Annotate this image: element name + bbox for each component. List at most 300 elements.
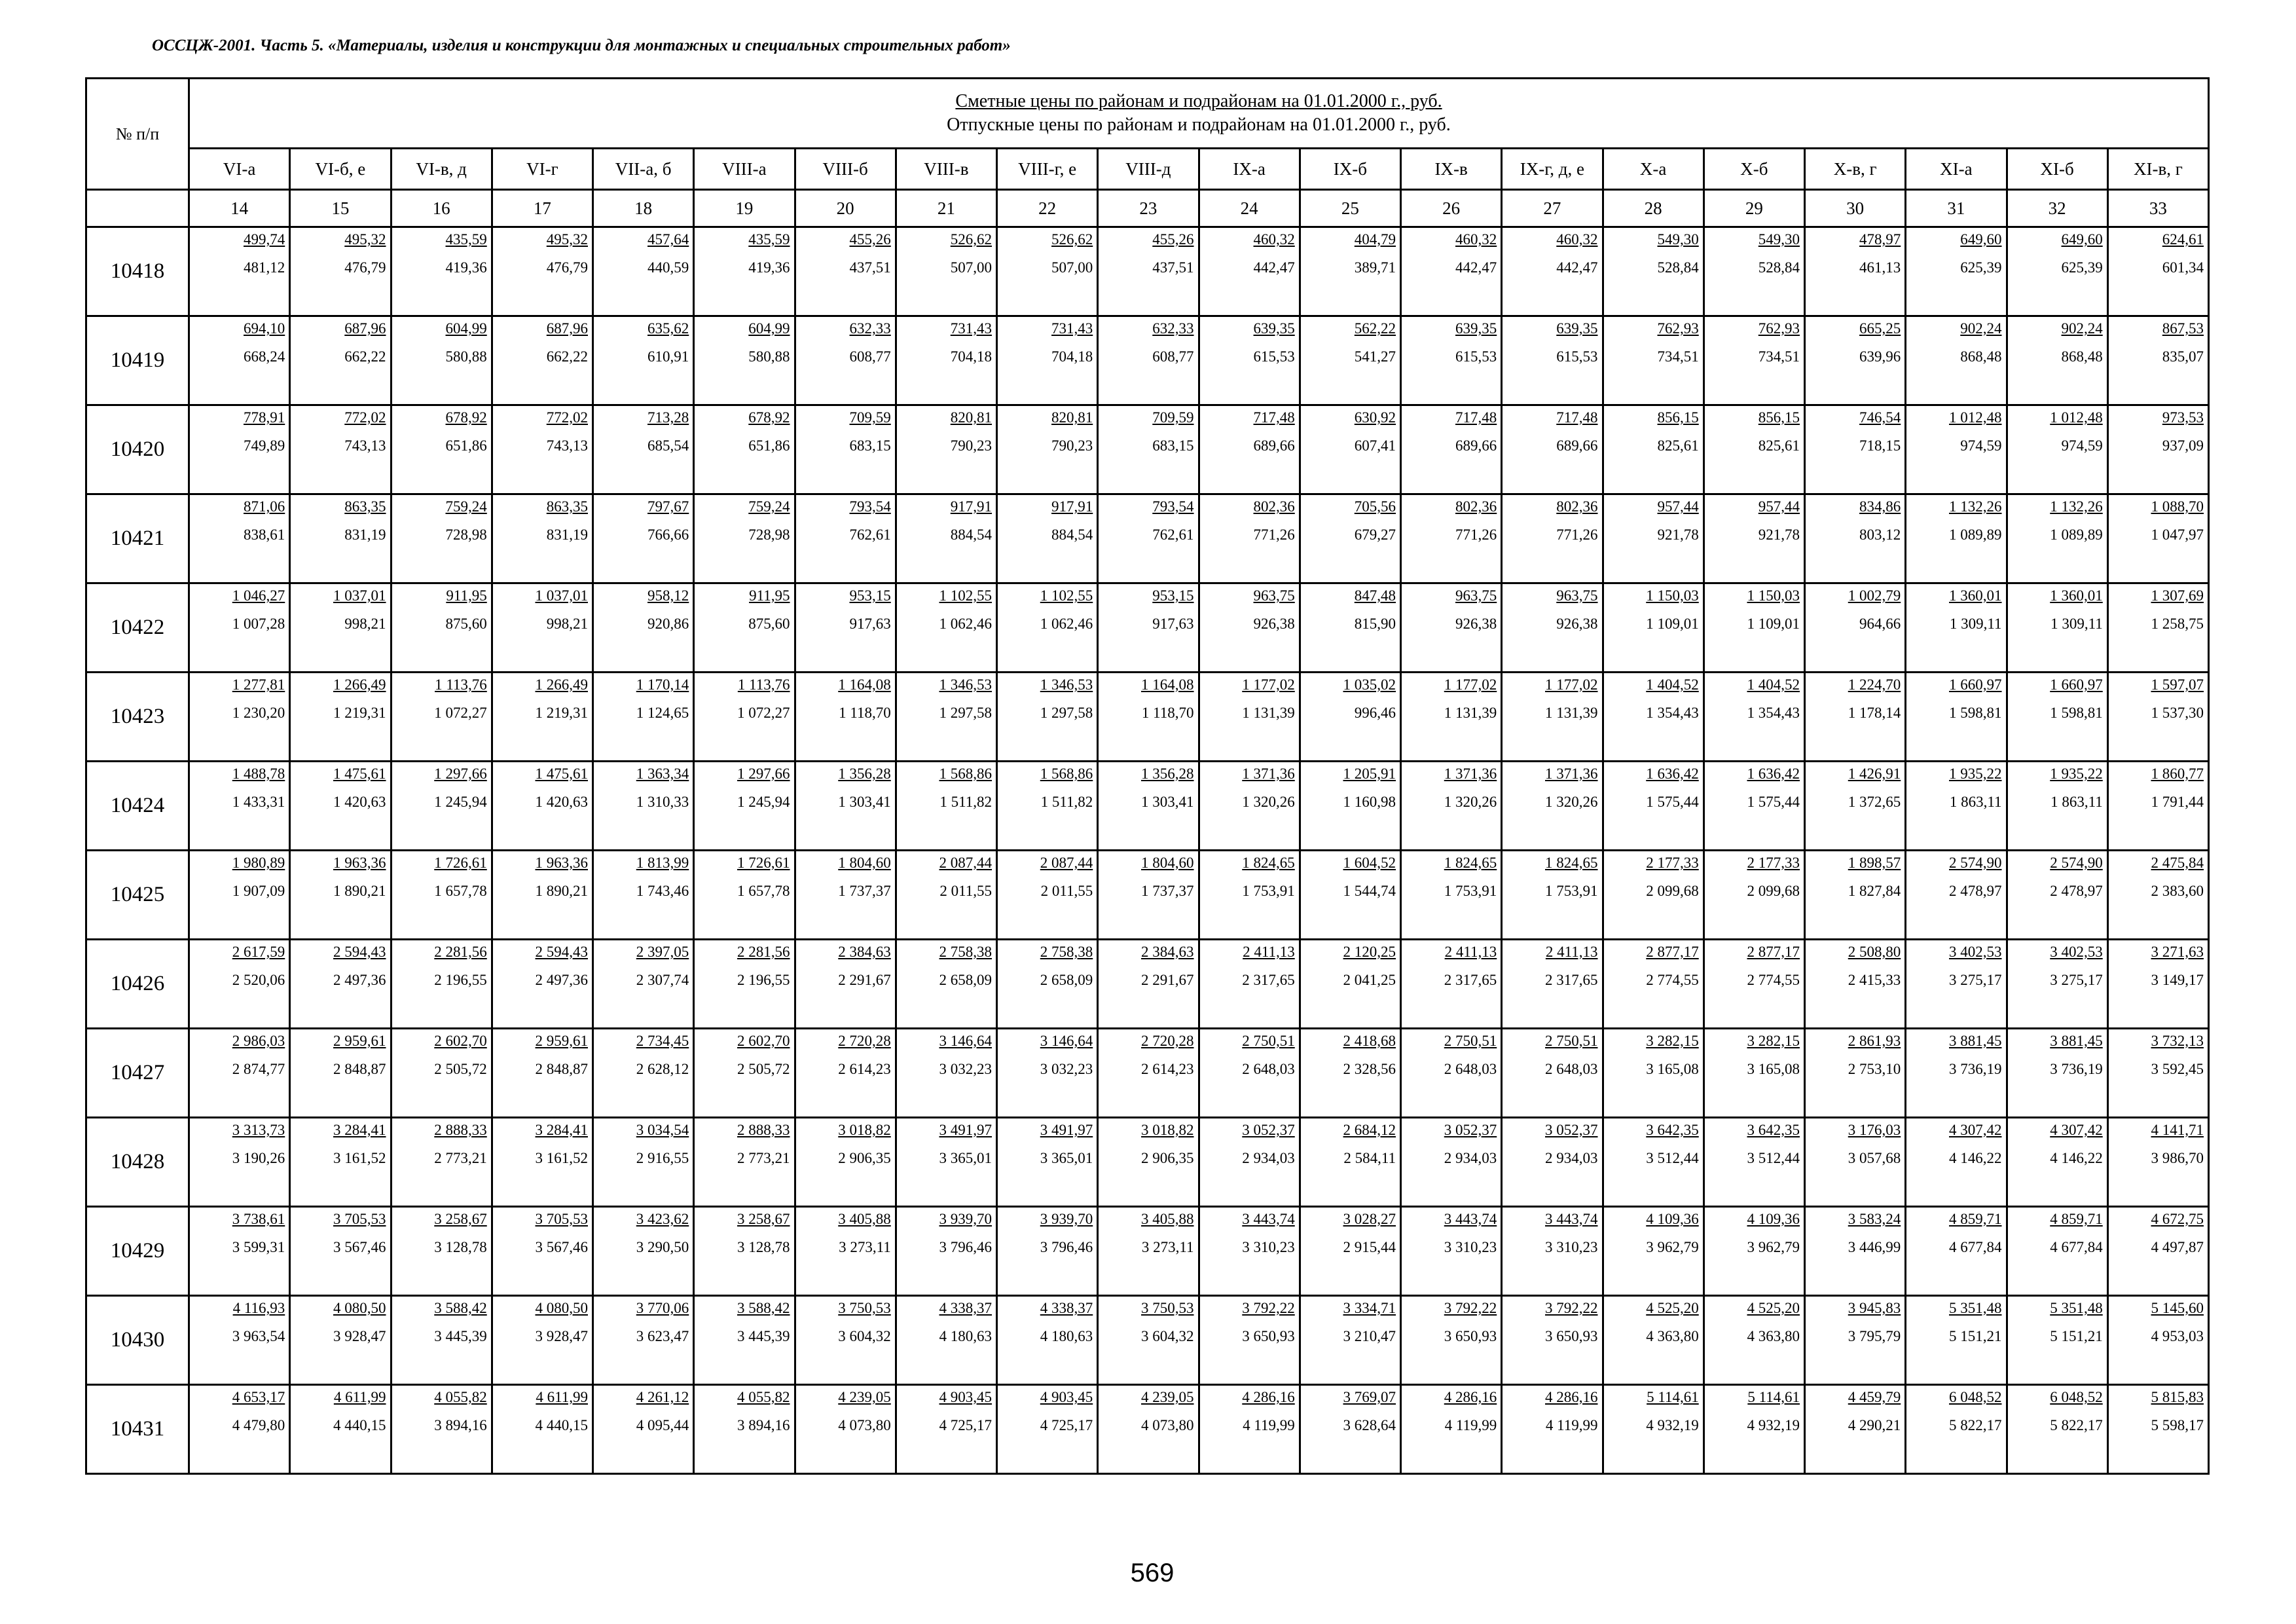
price-cell [1704,940,1804,1029]
price-cell [290,583,391,673]
price-cell [1098,494,1199,583]
price-pair [1906,851,2005,900]
price-pair [796,1029,895,1078]
price-pair [897,584,996,633]
release-price: 3 628,64 [1343,1417,1396,1433]
release-price: 3 161,52 [535,1150,588,1166]
price-pair [1301,584,1400,633]
estimated-price: 435,59 [445,231,487,248]
release-price: 1 657,78 [434,883,487,899]
price-pair [2008,1297,2107,1345]
estimated-price: 2 281,56 [737,944,790,960]
release-price: 5 822,17 [1949,1417,2002,1433]
price-pair [1099,584,1197,633]
estimated-price: 3 881,45 [1949,1033,2002,1049]
price-pair [1099,1029,1197,1078]
estimated-price: 958,12 [647,587,689,604]
price-pair [1806,1208,1904,1256]
price-pair [2008,317,2107,365]
price-cell [593,851,694,940]
price-cell [1401,851,1502,940]
release-price: 3 567,46 [535,1239,588,1255]
estimated-price: 5 114,61 [1747,1389,1800,1405]
price-pair [897,495,996,544]
estimated-price: 632,33 [1152,320,1194,337]
estimated-price: 604,99 [748,320,790,337]
release-price: 3 273,11 [1141,1239,1194,1255]
estimated-price: 4 080,50 [535,1300,588,1316]
price-pair [1099,1118,1197,1167]
release-price: 689,66 [1455,437,1497,454]
column-number: 27 [1502,190,1603,227]
price-cell [1805,494,1906,583]
price-cell [492,494,592,583]
estimated-price: 3 052,37 [1444,1122,1497,1138]
price-pair [1906,584,2005,633]
price-pair [2008,1029,2107,1078]
price-pair [1402,673,1501,722]
price-cell [1098,405,1199,494]
release-price: 1 320,26 [1545,794,1598,810]
estimated-price: 1 088,70 [2151,498,2204,515]
price-cell [2107,1207,2208,1296]
estimated-price: 2 574,90 [2050,855,2103,871]
estimated-price: 3 738,61 [232,1211,285,1227]
column-number: 19 [694,190,795,227]
release-price: 974,59 [2061,437,2103,454]
estimated-price: 1 132,26 [2050,498,2103,515]
price-cell [1502,1207,1603,1296]
price-cell [1401,227,1502,316]
release-price: 4 095,44 [636,1417,689,1433]
price-pair [2109,673,2208,722]
column-number: 17 [492,190,592,227]
release-price: 926,38 [1253,616,1295,632]
price-pair [2109,228,2208,276]
release-price: 476,79 [546,259,588,276]
estimated-price: 1 164,08 [838,676,891,693]
region-header: XI-а [1906,149,2007,190]
estimated-price: 2 986,03 [232,1033,285,1049]
price-cell [896,762,996,851]
release-price: 3 592,45 [2151,1061,2204,1077]
price-pair [1806,406,1904,454]
price-cell [997,1029,1098,1118]
price-pair [594,1118,693,1167]
release-price: 419,36 [445,259,487,276]
price-cell [1199,405,1300,494]
estimated-price: 1 224,70 [1848,676,1901,693]
release-price: 920,86 [647,616,689,632]
price-pair [493,1029,592,1078]
release-price: 1 245,94 [737,794,790,810]
price-pair [897,406,996,454]
price-cell [1300,494,1400,583]
release-price: 1 575,44 [1646,794,1699,810]
price-pair [2008,406,2107,454]
release-price: 1 297,58 [939,705,992,721]
estimated-price: 3 769,07 [1343,1389,1396,1405]
estimated-price: 694,10 [244,320,285,337]
estimated-price: 4 286,16 [1444,1389,1497,1405]
estimated-price: 526,62 [950,231,992,248]
price-cell [1300,405,1400,494]
release-price: 1 354,43 [1646,705,1699,721]
estimated-price: 665,25 [1859,320,1901,337]
price-pair [1402,406,1501,454]
price-pair [1503,762,1601,811]
estimated-price: 1 346,53 [939,676,992,693]
price-cell [694,673,795,762]
release-price: 718,15 [1859,437,1901,454]
price-cell [593,1385,694,1474]
release-price: 689,66 [1253,437,1295,454]
release-price: 1 303,41 [838,794,891,810]
price-pair [1301,228,1400,276]
estimated-price: 3 642,35 [1747,1122,1800,1138]
price-pair [493,1297,592,1345]
estimated-price: 847,48 [1354,587,1396,604]
release-price: 1 309,11 [1949,616,2002,632]
estimated-price: 820,81 [950,409,992,426]
estimated-price: 455,26 [1152,231,1194,248]
table-row [86,762,2209,851]
price-pair [1705,1029,1804,1078]
release-price: 4 440,15 [535,1417,588,1433]
price-cell [391,1029,492,1118]
price-pair [897,1118,996,1167]
price-pair [594,1297,693,1345]
price-pair [2008,851,2107,900]
estimated-price: 495,32 [344,231,386,248]
release-price: 3 273,11 [839,1239,891,1255]
column-number: 30 [1805,190,1906,227]
price-cell [1502,494,1603,583]
release-price: 1 109,01 [1646,616,1699,632]
price-pair [1806,584,1904,633]
estimated-price: 1 660,97 [1949,676,2002,693]
release-price: 2 497,36 [535,972,588,988]
price-pair [594,1208,693,1256]
price-cell [2007,405,2107,494]
estimated-price: 2 281,56 [434,944,487,960]
price-pair [1200,851,1299,900]
price-pair [190,762,289,811]
estimated-price: 3 405,88 [1141,1211,1194,1227]
price-cell [1401,1118,1502,1207]
estimated-price: 762,93 [1657,320,1699,337]
estimated-price: 1 102,55 [939,587,992,604]
price-cell [795,673,896,762]
price-cell [2107,583,2208,673]
price-pair [998,495,1097,544]
release-price: 437,51 [1152,259,1194,276]
column-number: 21 [896,190,996,227]
price-pair [1099,762,1197,811]
price-cell [1906,316,2007,405]
price-pair [2109,940,2208,989]
estimated-price: 460,32 [1253,231,1295,248]
estimated-price: 1 568,86 [1040,766,1093,782]
price-cell [1906,851,2007,940]
estimated-price: 3 028,27 [1343,1211,1396,1227]
price-pair [695,317,793,365]
estimated-price: 2 087,44 [1040,855,1093,871]
release-price: 2 415,33 [1848,972,1901,988]
price-pair [1503,495,1601,544]
price-cell [1199,494,1300,583]
estimated-price: 1 597,07 [2151,676,2204,693]
release-prices-title: Отпускные цены по районам и подрайонам на 01.01.2000 г., руб. [947,115,1451,135]
price-cell [2007,583,2107,673]
price-pair [695,940,793,989]
price-pair [291,673,390,722]
estimated-price: 1 164,08 [1141,676,1194,693]
price-cell [1704,316,1804,405]
estimated-price: 957,44 [1758,498,1800,515]
estimated-prices-title: Сметные цены по районам и подрайонам на 01.01.2000 г., руб. [955,91,1442,111]
release-price: 1 178,14 [1848,705,1901,721]
price-cell [391,494,492,583]
estimated-price: 2 475,84 [2151,855,2204,871]
release-price: 4 440,15 [333,1417,386,1433]
price-pair [291,406,390,454]
price-cell [1199,227,1300,316]
price-cell [694,1118,795,1207]
price-cell [997,851,1098,940]
release-price: 3 963,54 [232,1328,285,1344]
price-pair [1906,1297,2005,1345]
price-cell [1805,1296,1906,1385]
release-price: 541,27 [1354,348,1396,365]
estimated-price: 963,75 [1455,587,1497,604]
price-pair [493,584,592,633]
price-cell [1502,227,1603,316]
price-cell [2107,405,2208,494]
estimated-price: 549,30 [1657,231,1699,248]
release-price: 1 124,65 [636,705,689,721]
release-price: 3 310,23 [1545,1239,1598,1255]
price-cell [391,583,492,673]
release-price: 1 863,11 [1949,794,2002,810]
price-pair [594,228,693,276]
price-cell [997,762,1098,851]
release-price: 1 245,94 [434,794,487,810]
price-cell [1199,1029,1300,1118]
estimated-price: 1 898,57 [1848,855,1901,871]
price-pair [291,228,390,276]
price-pair [493,228,592,276]
price-pair [1906,1029,2005,1078]
release-price: 2 478,97 [1949,883,2002,899]
price-cell [1906,673,2007,762]
release-price: 651,86 [748,437,790,454]
release-price: 442,47 [1253,259,1295,276]
estimated-price: 1 824,65 [1444,855,1497,871]
release-price: 4 677,84 [1949,1239,2002,1255]
price-pair [1200,228,1299,276]
price-cell [1199,940,1300,1029]
price-cell [1098,762,1199,851]
price-cell [189,227,290,316]
price-pair [493,406,592,454]
release-price: 4 119,99 [1243,1417,1295,1433]
estimated-price: 1 046,27 [232,587,285,604]
price-cell [896,494,996,583]
release-price: 608,77 [1152,348,1194,365]
price-cell [1704,1296,1804,1385]
estimated-price: 746,54 [1859,409,1901,426]
price-cell [1704,673,1804,762]
price-cell [1199,1385,1300,1474]
estimated-price: 6 048,52 [2050,1389,2103,1405]
estimated-price: 3 792,22 [1444,1300,1497,1316]
release-price: 481,12 [244,259,285,276]
estimated-price: 911,95 [749,587,790,604]
release-price: 1 657,78 [737,883,790,899]
price-pair [897,673,996,722]
price-pair [1604,1029,1703,1078]
price-pair [1906,406,2005,454]
estimated-price: 4 903,45 [939,1389,992,1405]
release-price: 625,39 [1960,259,2002,276]
price-cell [1603,762,1704,851]
region-header: VIII-г, е [997,149,1098,190]
price-pair [1099,851,1197,900]
estimated-price: 973,53 [2162,409,2204,426]
price-pair [1906,228,2005,276]
release-price: 3 128,78 [434,1239,487,1255]
estimated-price: 3 282,15 [1646,1033,1699,1049]
price-cell [1098,316,1199,405]
estimated-price: 2 594,43 [535,944,588,960]
price-pair [594,940,693,989]
price-cell [795,1207,896,1296]
price-cell [1906,1118,2007,1207]
estimated-price: 871,06 [244,498,285,515]
estimated-price: 3 770,06 [636,1300,689,1316]
price-pair [1705,673,1804,722]
price-cell [391,673,492,762]
price-pair [392,1029,491,1078]
release-price: 996,46 [1354,705,1396,721]
price-pair [1301,673,1400,722]
release-price: 3 796,46 [1040,1239,1093,1255]
price-pair [695,1297,793,1345]
price-cell [1704,1029,1804,1118]
price-cell [593,316,694,405]
price-cell [1401,1029,1502,1118]
price-cell [290,940,391,1029]
price-pair [1099,228,1197,276]
price-pair [1503,1297,1601,1345]
estimated-price: 635,62 [647,320,689,337]
estimated-price: 1 371,36 [1444,766,1497,782]
estimated-price: 3 705,53 [535,1211,588,1227]
price-cell [694,583,795,673]
price-pair [2008,940,2107,989]
estimated-price: 4 109,36 [1646,1211,1699,1227]
price-cell [1300,1296,1400,1385]
price-cell [2107,940,2208,1029]
release-price: 5 598,17 [2151,1417,2204,1433]
price-cell [1300,1029,1400,1118]
price-cell [2007,673,2107,762]
price-pair [1099,1297,1197,1345]
estimated-price: 2 734,45 [636,1033,689,1049]
price-pair [2109,1208,2208,1256]
price-pair [1806,762,1904,811]
estimated-price: 717,48 [1455,409,1497,426]
price-cell [1199,1296,1300,1385]
estimated-price: 793,54 [849,498,891,515]
price-pair [1806,1118,1904,1167]
price-pair [1402,940,1501,989]
price-pair [1200,1208,1299,1256]
price-pair [1906,1208,2005,1256]
release-price: 1 131,39 [1545,705,1598,721]
price-cell [189,316,290,405]
price-cell [1906,1385,2007,1474]
estimated-price: 902,24 [1960,320,2002,337]
price-pair [1402,584,1501,633]
price-pair [1200,1386,1299,1434]
release-price: 3 275,17 [2050,972,2103,988]
price-pair [2109,1386,2208,1434]
price-pair [1200,1297,1299,1345]
price-cell [1906,1296,2007,1385]
price-pair [190,406,289,454]
price-pair [998,228,1097,276]
release-price: 615,53 [1556,348,1598,365]
estimated-price: 1 132,26 [1949,498,2002,515]
estimated-price: 3 313,73 [232,1122,285,1138]
estimated-price: 435,59 [748,231,790,248]
estimated-price: 1 360,01 [1949,587,2002,604]
price-pair [1402,1297,1501,1345]
price-pair [998,1297,1097,1345]
release-price: 762,61 [1152,526,1194,543]
price-cell [1401,673,1502,762]
release-price: 838,61 [244,526,285,543]
price-pair [1503,940,1601,989]
release-price: 4 932,19 [1646,1417,1699,1433]
release-price: 689,66 [1556,437,1598,454]
release-price: 884,54 [1051,526,1093,543]
price-cell [593,673,694,762]
estimated-price: 3 052,37 [1545,1122,1598,1138]
price-pair [2008,1386,2107,1434]
release-price: 1 511,82 [939,794,992,810]
estimated-price: 4 286,16 [1242,1389,1295,1405]
estimated-price: 1 804,60 [1141,855,1194,871]
estimated-price: 1 804,60 [838,855,891,871]
price-cell [1401,494,1502,583]
release-price: 3 445,39 [737,1328,790,1344]
price-cell [2007,1207,2107,1296]
release-price: 3 736,19 [1949,1061,2002,1077]
price-pair [1301,940,1400,989]
column-number: 14 [189,190,290,227]
region-header: VIII-в [896,149,996,190]
price-pair [1503,851,1601,900]
price-pair [1402,228,1501,276]
price-cell [896,851,996,940]
price-pair [291,940,390,989]
price-pair [998,1118,1097,1167]
price-cell [896,316,996,405]
price-pair [190,1029,289,1078]
